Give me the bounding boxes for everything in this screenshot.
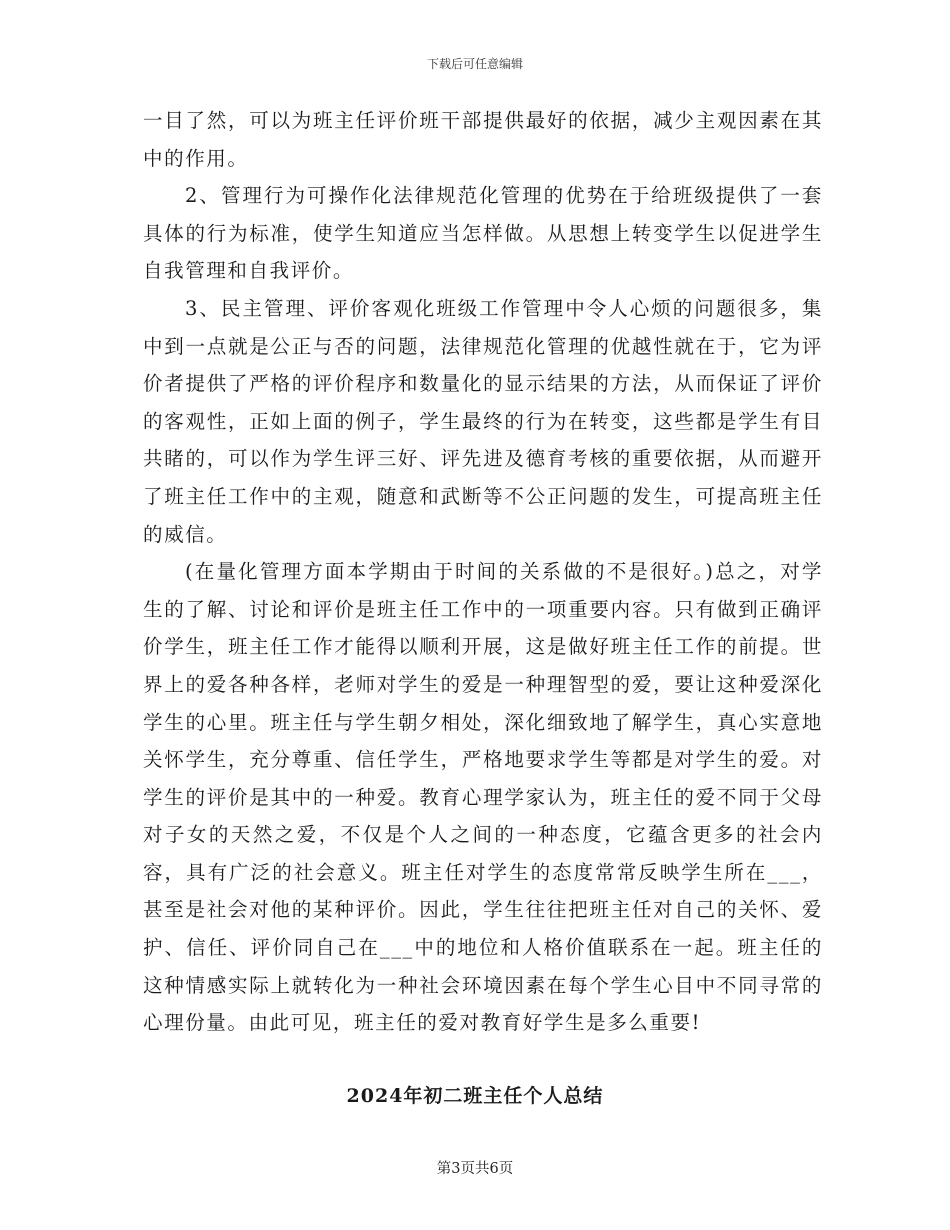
- paragraph-1: 一目了然，可以为班主任评价班干部提供最好的依据，减少主观因素在其中的作用。: [143, 109, 823, 170]
- page-header: 下载后可任意编辑: [426, 57, 523, 71]
- paragraph-3: 3、民主管理、评价客观化班级工作管理中令人心烦的问题很多，集中到一点就是公正与否的问题，法律规范化管理的优越性就在于，它为评价者提供了严格的评价程序和数量化的显示结果的方法，从而保证了评价的客观性，正如上面的例子，学生最终的行为在转变，这些都是学生有目共睹的，可以作为学生评三好、评先进及德育考核的重要依据，从而避开了班主任工作中的主观，随意和武断等不公正问题的发生，可提高班主任的威信。: [143, 296, 823, 546]
- page-footer: 第3页共6页: [436, 1161, 514, 1177]
- paragraph-2: 2、管理行为可操作化法律规范化管理的优势在于给班级提供了一套具体的行为标准，使学生知道应当怎样做。从思想上转变学生以促进学生自我管理和自我评价。: [143, 184, 823, 283]
- paragraph-4: (在量化管理方面本学期由于时间的关系做的不是很好。)总之，对学生的了解、讨论和评价是班主任工作中的一项重要内容。只有做到正确评价学生，班主任工作才能得以顺利开展，这是做好班主任工作的前提。世界上的爱各种各样，老师对学生的爱是一种理智型的爱，要让这种爱深化学生的心里。班主任与学生朝夕相处，深化细致地了解学生，真心实意地关怀学生，充分尊重、信任学生，严格地要求学生等都是对学生的爱。对学生的评价是其中的一种爱。教育心理学家认为，班主任的爱不同于父母对子女的天然之爱，不仅是个人之间的一种态度，它蕴含更多的社会内容，具有广泛的社会意义。班主任对学生的态度常常反映学生所在___，甚至是社会对他的某种评价。因此，学生往往把班主任对自己的关怀、爱护、信任、评价同自己在___中的地位和人格价值联系在一起。班主任的这种情感实际上就转化为一种社会环境因素在每个学生心目中不同寻常的心理份量。由此可见，班主任的爱对教育好学生是多么重要!: [143, 560, 823, 1035]
- document-body: [143, 102, 823, 1042]
- section-title: 2024年初二班主任个人总结: [346, 1085, 604, 1107]
